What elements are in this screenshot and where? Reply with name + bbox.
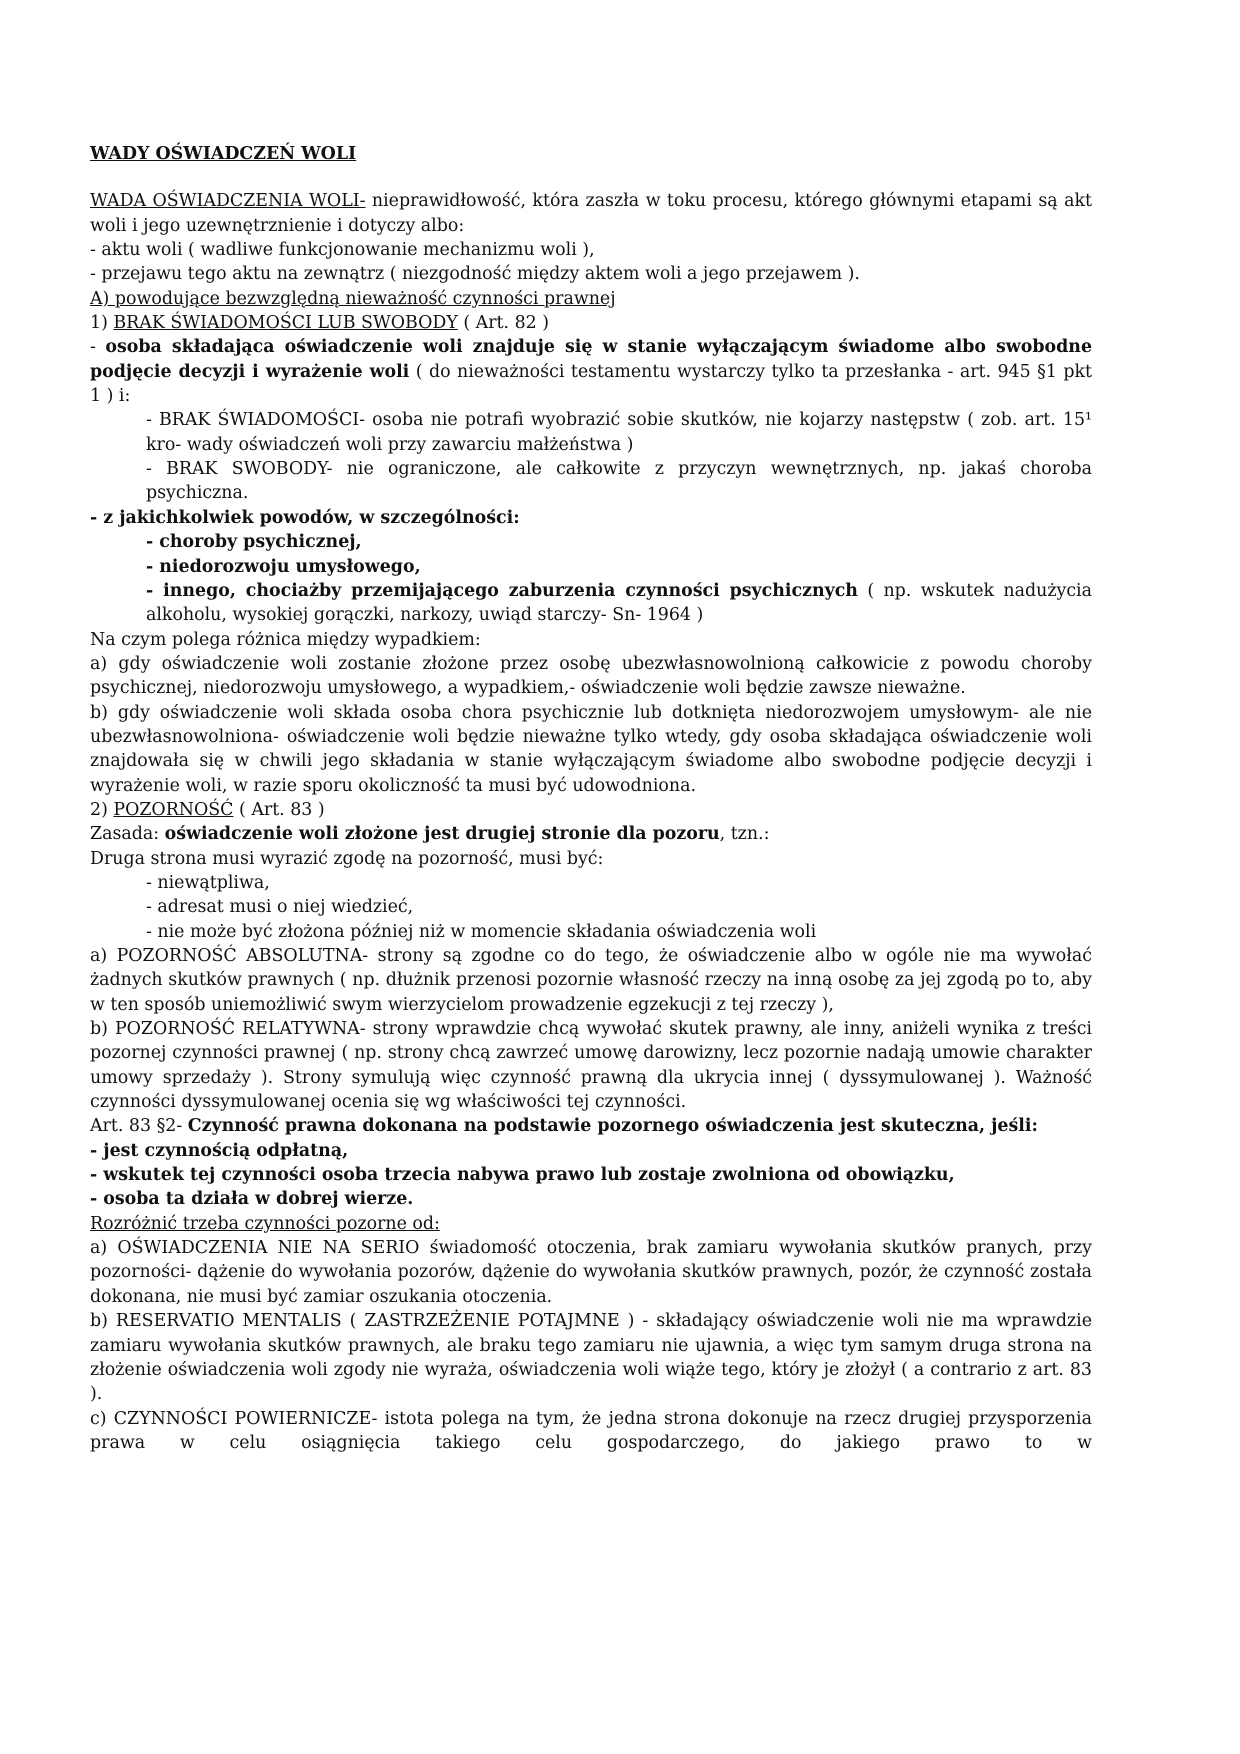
art-83-2-bold: Czynność prawna dokonana na podstawie pozornego oświadczenia jest skuteczna, jeśli: [187, 1116, 1038, 1137]
intro-item: - aktu woli ( wadliwe funkcjonowanie mechanizmu woli ), [90, 240, 595, 261]
section-1-heading [90, 311, 1092, 335]
reservatio-mentalis: b) RESERVATIO MENTALIS ( ZASTRZEŻENIE POTAJMNE ) - składający oświadczenie woli nie ma wprawdzie zamiaru wywołania skutków prawnych, ale braku tego zamiaru nie ujawnia, a więc tym samym druga strona na złożenie oświadczenia woli zgody nie wyraża, oświadczenia woli wiąże tego, który je złożył ( a contrario z art. 83 ). [90, 1311, 1092, 1405]
brak-swobody: - BRAK SWOBODY- nie ograniczone, ale całkowite z przyczyn wewnętrznych, np. jakaś choroba psychiczna. [146, 459, 1092, 504]
roznica-b: b) gdy oświadczenie woli składa osoba chora psychicznie lub dotknięta niedorozwojem umysłowym- ale nie ubezwłasnowolniona- oświadczenie woli będzie nieważne tylko wtedy, gdy osoba składająca oświadczenie woli znajdowała się w chwili jego składania w stanie wyłączającym świadome albo swobodne podjęcie decyzji i wyrażenie woli, w razie sporu okoliczność ta musi być udowodniona. [90, 702, 1092, 796]
innego-bold: - innego, chociażby przemijającego zaburzenia czynności psychicznych [146, 580, 858, 601]
zgoda-lead: Druga strona musi wyrazić zgodę na pozorność, musi być: [90, 848, 604, 869]
art-83-2-label: Art. 83 §2- [90, 1116, 188, 1137]
innego-rest: ( np. wskutek nadużycia alkoholu, wysokiej gorączki, narkozy, uwiąd starczy- Sn- 1964 ) [146, 580, 1092, 626]
brak-swiadomosci: - BRAK ŚWIADOMOŚCI- osoba nie potrafi wyobrazić sobie skutków, nie kojarzy następstw ( zob. art. 15¹ kro- wady oświadczeń woli przy zawarciu małżeństwa ) [146, 410, 1092, 455]
art-83-2-item: - osoba ta działa w dobrej wierze. [90, 1189, 414, 1210]
section-1-lead-bold: osoba składająca oświadczenie woli znajduje się w stanie wyłączającym świadome albo swobodne podjęcie decyzji i wyrażenie woli [90, 337, 1093, 382]
pozornosc-relatywna: b) POZORNOŚĆ RELATYWNA- strony wprawdzie chcą wywołać skutek prawny, ale inny, aniżeli wynika z treści pozornej czynności prawnej ( np. strony chcą zawrzeć umowę darowizny, lecz pozornie nadają umowie charakter umowy sprzedaży ). Strony symulują więc czynność prawną dla ukrycia innej ( dyssymulowanej ). Ważność czynności dyssymulowanej ocenia się wg właściwości tej czynności. [90, 1019, 1092, 1113]
roznica-a: a) gdy oświadczenie woli zostanie złożone przez osobę ubezwłasnowolnioną całkowicie z powodu choroby psychicznej, niedorozwoju umysłowego, a wypadkiem,- oświadczenie woli będzie zawsze nieważne. [90, 653, 1092, 699]
intro-item: - przejawu tego aktu na zewnątrz ( niezgodność między aktem woli a jego przejawem ). [90, 264, 860, 285]
nie-na-serio: a) OŚWIADCZENIA NIE NA SERIO świadomość otoczenia, brak zamiaru wywołania skutków pranych, przy pozorności- dążenie do wywołania pozorów, dążenie do wywołania skutków prawnych, pozór, że czynność została dokonana, nie musi być zamiar oszukania otoczenia. [90, 1238, 1092, 1307]
intro-text: nieprawidłowość, która zaszła w toku procesu, którego głównymi etapami są akt woli i jego uzewnętrznienie i dotyczy albo: [90, 191, 1092, 236]
pozornosc-absolutna: a) POZORNOŚĆ ABSOLUTNA- strony są zgodne co do tego, że oświadczenie albo w ogóle nie ma wywołać żadnych skutków prawnych ( np. dłużnik przenosi pozornie własność rzeczy na inną osobę za jej zgodą po to, aby w ten sposób uniemożliwić swym wierzycielom prowadzenie egzekucji z tej rzeczy ), [90, 946, 1092, 1015]
section-a-heading: A) powodujące bezwzględną nieważność czynności prawnej [90, 288, 616, 309]
art-83-2-item: - wskutek tej czynności osoba trzecia nabywa prawo lub zostaje zwolniona od obowiązku, [90, 1165, 955, 1186]
zgoda-item: - adresat musi o niej wiedzieć, [146, 897, 414, 918]
document-page [90, 142, 1092, 1455]
zasada-rest: , tzn.: [719, 824, 770, 845]
powody-item: - niedorozwoju umysłowego, [146, 556, 421, 577]
lead-dash: - [90, 337, 106, 358]
section-1-number: 1) [90, 313, 114, 334]
document-title: WADY OŚWIADCZEŃ WOLI [90, 144, 357, 164]
intro-paragraph [90, 189, 1092, 238]
powody-heading: - z jakichkolwiek powodów, w szczególności: [90, 507, 520, 528]
section-1-lead [90, 335, 1092, 408]
section-2-article: ( Art. 83 ) [233, 799, 325, 820]
rozroznic-heading: Rozróżnić trzeba czynności pozorne od: [90, 1213, 440, 1234]
intro-term: WADA OŚWIADCZENIA WOLI- [90, 191, 366, 212]
roznica-question: Na czym polega różnica między wypadkiem: [90, 629, 481, 650]
zasada [90, 822, 1092, 846]
powody-item: - choroby psychicznej, [146, 532, 362, 553]
section-2-title: POZORNOŚĆ [113, 799, 234, 820]
section-1-article: ( Art. 82 ) [457, 313, 550, 334]
art-83-2-item: - jest czynnością odpłatną, [90, 1140, 349, 1161]
zasada-label: Zasada: [90, 824, 165, 845]
section-1-title: BRAK ŚWIADOMOŚCI LUB SWOBODY [113, 313, 458, 334]
section-1-lead-rest: ( do nieważności testamentu wystarczy tylko ta przesłanka - art. 945 §1 pkt 1 ) i: [90, 361, 1092, 407]
czynnosci-powiernicze: c) CZYNNOŚCI POWIERNICZE- istota polega na tym, że jedna strona dokonuje na rzecz drugiej przysporzenia prawa w celu osiągnięcia takiego celu gospodarczego, do jakiego prawo to w [90, 1408, 1092, 1453]
art-83-2 [90, 1114, 1092, 1138]
section-2-heading [90, 798, 1092, 822]
powody-item-innego [90, 579, 1092, 628]
zasada-bold: oświadczenie woli złożone jest drugiej stronie dla pozoru [164, 824, 720, 845]
zgoda-item: - nie może być złożona później niż w momencie składania oświadczenia woli [146, 921, 817, 942]
zgoda-item: - niewątpliwa, [146, 872, 270, 893]
section-2-number: 2) [90, 799, 114, 820]
